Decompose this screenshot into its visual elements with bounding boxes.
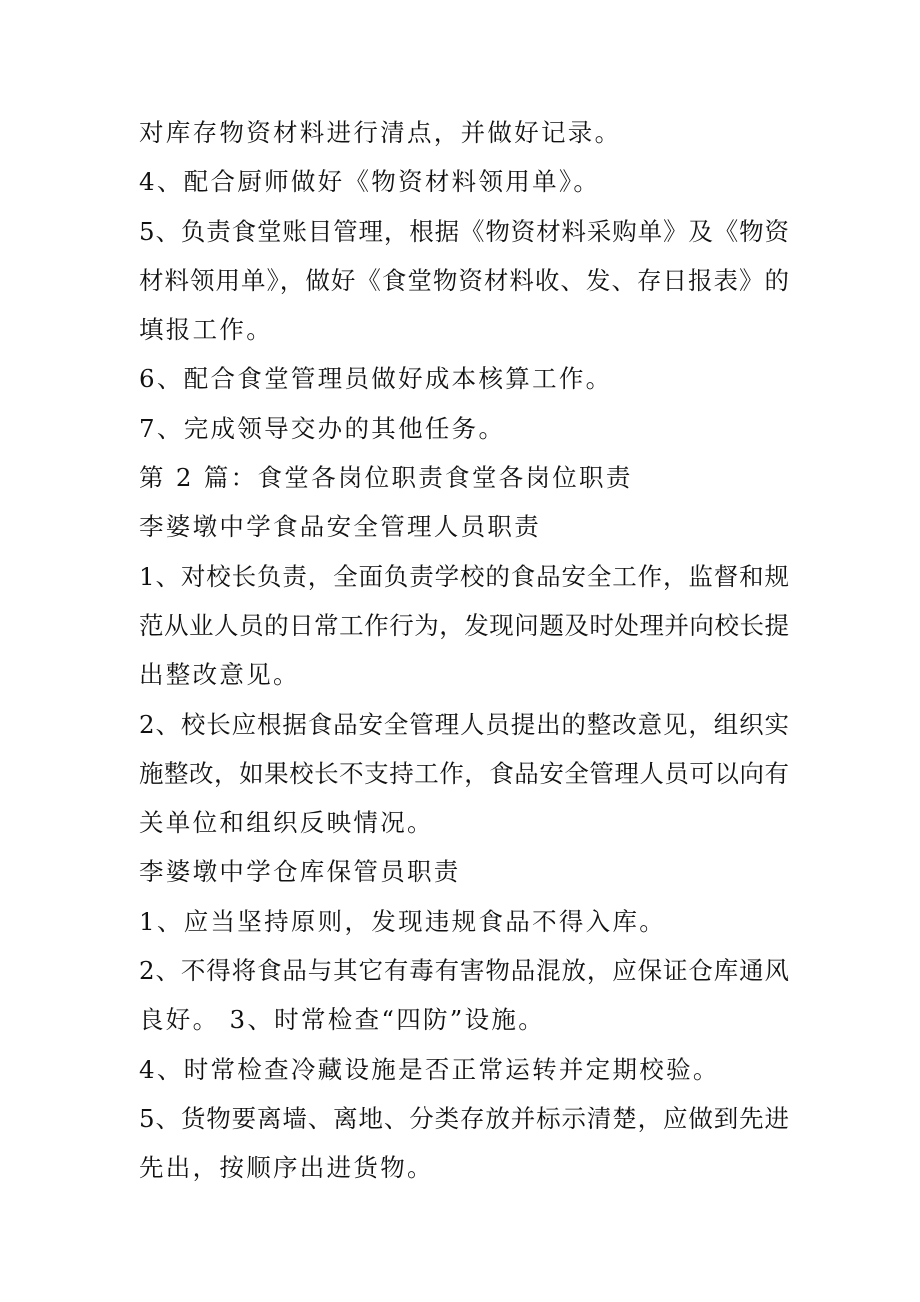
section-heading: 第 2 篇：食堂各岗位职责食堂各岗位职责	[139, 463, 633, 493]
text-line: 2、校长应根据食品安全管理人员提出的整改意见，组织实	[139, 709, 789, 739]
text-line: 4、时常检查冷藏设施是否正常运转并定期校验。	[139, 1054, 720, 1084]
text-line: 2、不得将食品与其它有毒有害物品混放，应保证仓库通风	[139, 956, 789, 986]
text-line: 关单位和组织反映情况。	[139, 808, 434, 838]
subsection-heading: 李婆墩中学仓库保管员职责	[139, 857, 461, 887]
text-line: 材料领用单》，做好《食堂物资材料收、发、存日报表》的	[139, 265, 789, 295]
text-line: 先出，按顺序出进货物。	[139, 1153, 434, 1183]
text-line: 5、负责食堂账目管理，根据《物资材料采购单》及《物资	[139, 216, 789, 246]
text-line: 填报工作。	[139, 315, 273, 345]
text-line: 1、对校长负责，全面负责学校的食品安全工作，监督和规	[139, 561, 789, 591]
text-line: 5、货物要离墙、离地、分类存放并标示清楚，应做到先进	[139, 1103, 789, 1133]
subsection-heading: 李婆墩中学食品安全管理人员职责	[139, 512, 541, 542]
text-line: 良好。 3、时常检查“四防”设施。	[139, 1005, 546, 1035]
text-line: 6、配合食堂管理员做好成本核算工作。	[139, 364, 613, 394]
text-line: 对库存物资材料进行清点，并做好记录。	[139, 118, 622, 147]
document-body	[139, 108, 789, 1193]
text-line: 出整改意见。	[139, 660, 300, 690]
text-line: 1、应当坚持原则，发现违规食品不得入库。	[139, 906, 667, 936]
text-line: 范从业人员的日常工作行为，发现问题及时处理并向校长提	[139, 610, 789, 640]
text-line: 施整改，如果校长不支持工作，食品安全管理人员可以向有	[139, 758, 789, 788]
text-line: 4、配合厨师做好《物资材料领用单》。	[139, 167, 601, 197]
text-line: 7、完成领导交办的其他任务。	[139, 413, 506, 443]
